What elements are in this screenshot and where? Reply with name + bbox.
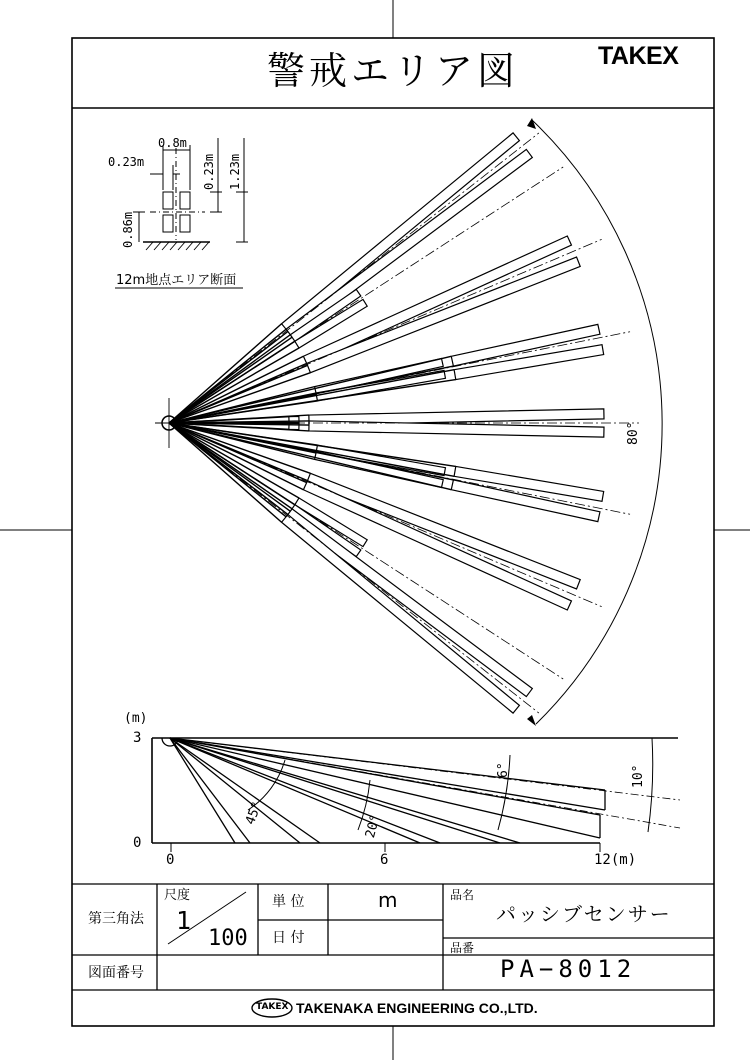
company-name: TAKENAKA ENGINEERING CO.,LTD. bbox=[296, 1000, 538, 1016]
side-beam-edge bbox=[170, 738, 235, 843]
side-beam-edge bbox=[170, 738, 420, 843]
scale-label: 尺度 bbox=[164, 888, 191, 903]
page-title: 警戒エリア図 bbox=[266, 49, 519, 93]
side-beam-edge bbox=[170, 738, 520, 843]
side-x-tick-12: 12(m) bbox=[594, 852, 637, 868]
side-x-tick-6: 6 bbox=[380, 852, 389, 868]
dim-0-23m-height: 0.23m bbox=[202, 153, 216, 190]
side-beam-edge bbox=[170, 738, 500, 843]
beam-edge bbox=[169, 348, 299, 423]
drawing-frame bbox=[72, 38, 714, 1026]
side-angle-20: 20° bbox=[363, 813, 384, 840]
dim-1-23m: 1.23m bbox=[228, 153, 242, 190]
dim-0-86m: 0.86m bbox=[121, 211, 135, 248]
side-y-tick-3: 3 bbox=[133, 730, 142, 746]
side-angle-arc bbox=[648, 738, 653, 832]
unit-value: m bbox=[378, 888, 398, 912]
dim-0-23m-width: 0.23m bbox=[108, 155, 145, 169]
section-caption: 12m地点エリア断面 bbox=[116, 273, 237, 288]
side-angle-6: 6° bbox=[496, 762, 511, 778]
scale-denominator: 100 bbox=[208, 926, 248, 951]
part-number: PA−8012 bbox=[500, 955, 637, 983]
side-angle-10: 10° bbox=[631, 764, 646, 788]
date-label: 日 付 bbox=[272, 930, 305, 946]
part-number-label: 品番 bbox=[450, 941, 475, 955]
dim-0-8m: 0.8m bbox=[158, 136, 187, 150]
scale-numerator: 1 bbox=[176, 906, 192, 935]
side-y-unit: (m) bbox=[124, 711, 148, 726]
beam-edge bbox=[169, 423, 299, 498]
plan-view-fan bbox=[155, 118, 662, 726]
brand-logo: TAKEX bbox=[598, 42, 679, 70]
unit-label: 単 位 bbox=[272, 894, 305, 910]
projection-method: 第三角法 bbox=[88, 911, 144, 927]
product-name-label: 品名 bbox=[450, 888, 475, 902]
company-logo: TAKEX bbox=[256, 1002, 289, 1012]
side-y-tick-0: 0 bbox=[133, 835, 142, 851]
side-angle-45: 45° bbox=[243, 799, 266, 827]
side-beam-edge bbox=[170, 738, 605, 810]
side-view bbox=[152, 738, 680, 852]
plan-angle-label: 80° bbox=[626, 421, 641, 445]
drawing-number-label: 図面番号 bbox=[88, 965, 144, 981]
product-name: パッシブセンサー bbox=[496, 902, 672, 926]
side-x-tick-0: 0 bbox=[166, 852, 175, 868]
